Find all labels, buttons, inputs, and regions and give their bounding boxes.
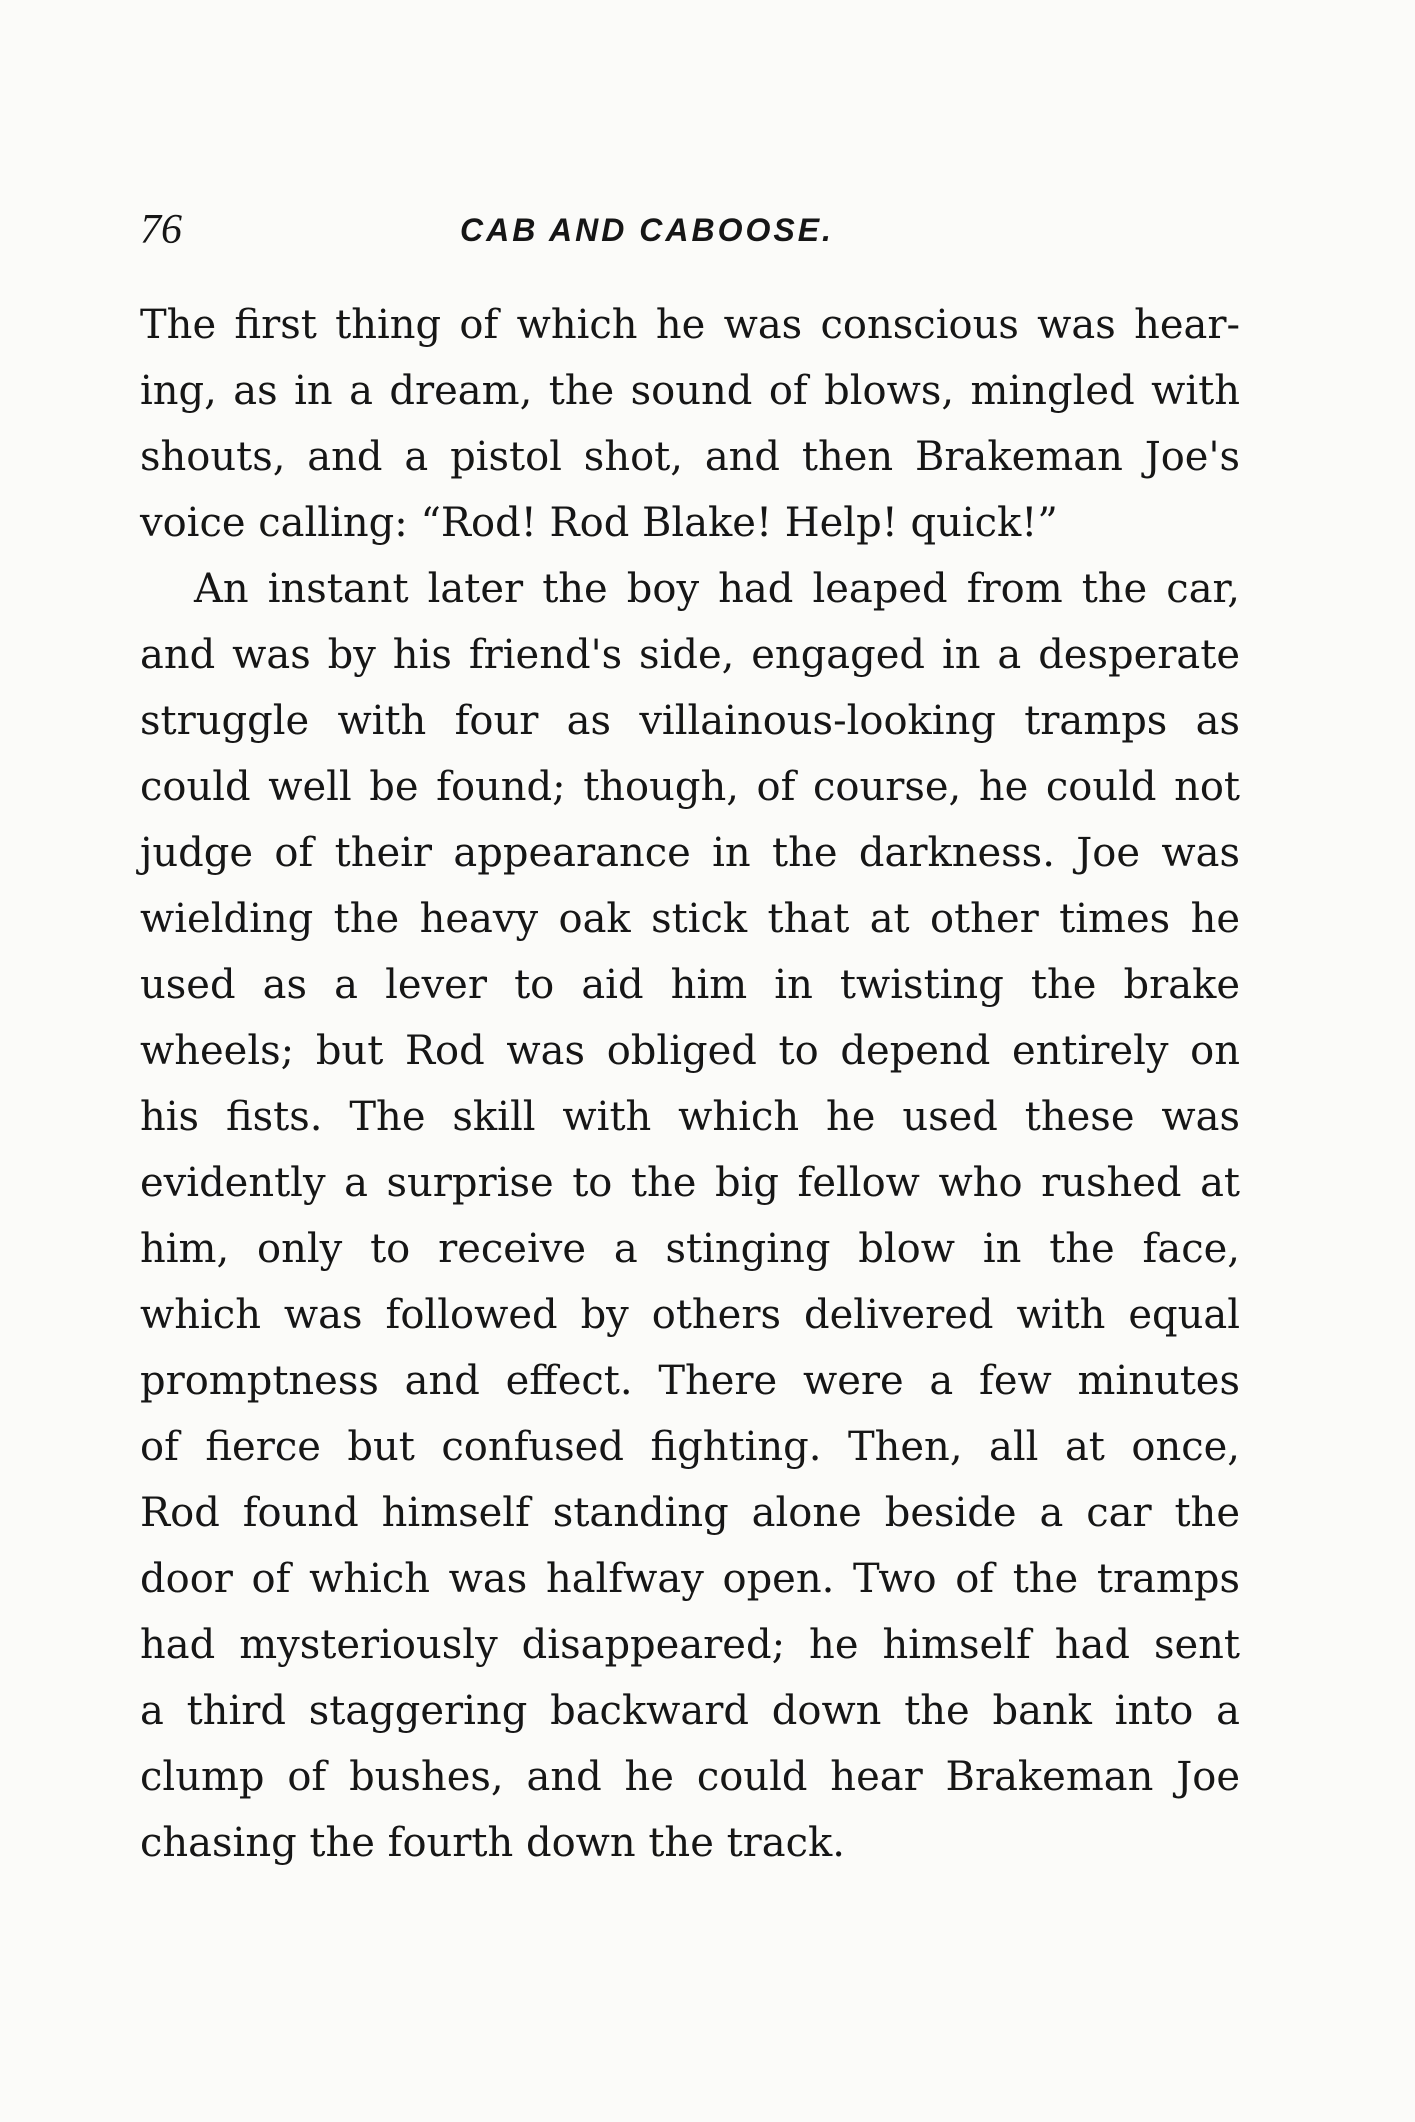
text-line: clump of bushes, and he could hear Brakeman Joe [140,1754,1240,1800]
text-line: his fists. The skill with which he used these was [140,1094,1240,1140]
text-line: of fierce but confused fighting. Then, all at once, [140,1424,1240,1470]
text-line: chasing the fourth down the track. [140,1820,845,1866]
text-line: wheels; but Rod was obliged to depend entirely on [140,1028,1240,1074]
text-line: used as a lever to aid him in twisting the brake [140,962,1240,1008]
text-line: and was by his friend's side, engaged in a desperate [140,632,1240,678]
text-line: An instant later the boy had leaped from the car, [194,566,1240,612]
text-line: judge of their appearance in the darkness. Joe was [140,830,1240,876]
text-line: which was followed by others delivered with equal [140,1292,1240,1338]
book-title: CAB AND CABOOSE. [460,212,834,248]
text-line: wielding the heavy oak stick that at other times he [140,896,1240,942]
text-line: The first thing of which he was conscious was hear- [140,302,1240,348]
text-line: could well be found; though, of course, he could not [140,764,1240,810]
text-line: shouts, and a pistol shot, and then Brakeman Joe's [140,434,1240,480]
text-line: struggle with four as villainous-looking tramps as [140,698,1240,744]
text-line: had mysteriously disappeared; he himself had sent [140,1622,1240,1668]
body-text [140,292,1240,1876]
text-line: Rod found himself standing alone beside a car the [140,1490,1240,1536]
text-line: door of which was halfway open. Two of the tramps [140,1556,1240,1602]
text-line: ing, as in a dream, the sound of blows, mingled with [140,368,1240,414]
running-head [140,200,1240,260]
text-line: a third staggering backward down the bank into a [140,1688,1240,1734]
text-line: him, only to receive a stinging blow in the face, [140,1226,1240,1272]
text-line: evidently a surprise to the big fellow who rushed at [140,1160,1240,1206]
page-number: 76 [140,207,182,253]
text-line: voice calling: “Rod! Rod Blake! Help! quick!” [140,500,1058,546]
text-line: promptness and effect. There were a few minutes [140,1358,1240,1404]
